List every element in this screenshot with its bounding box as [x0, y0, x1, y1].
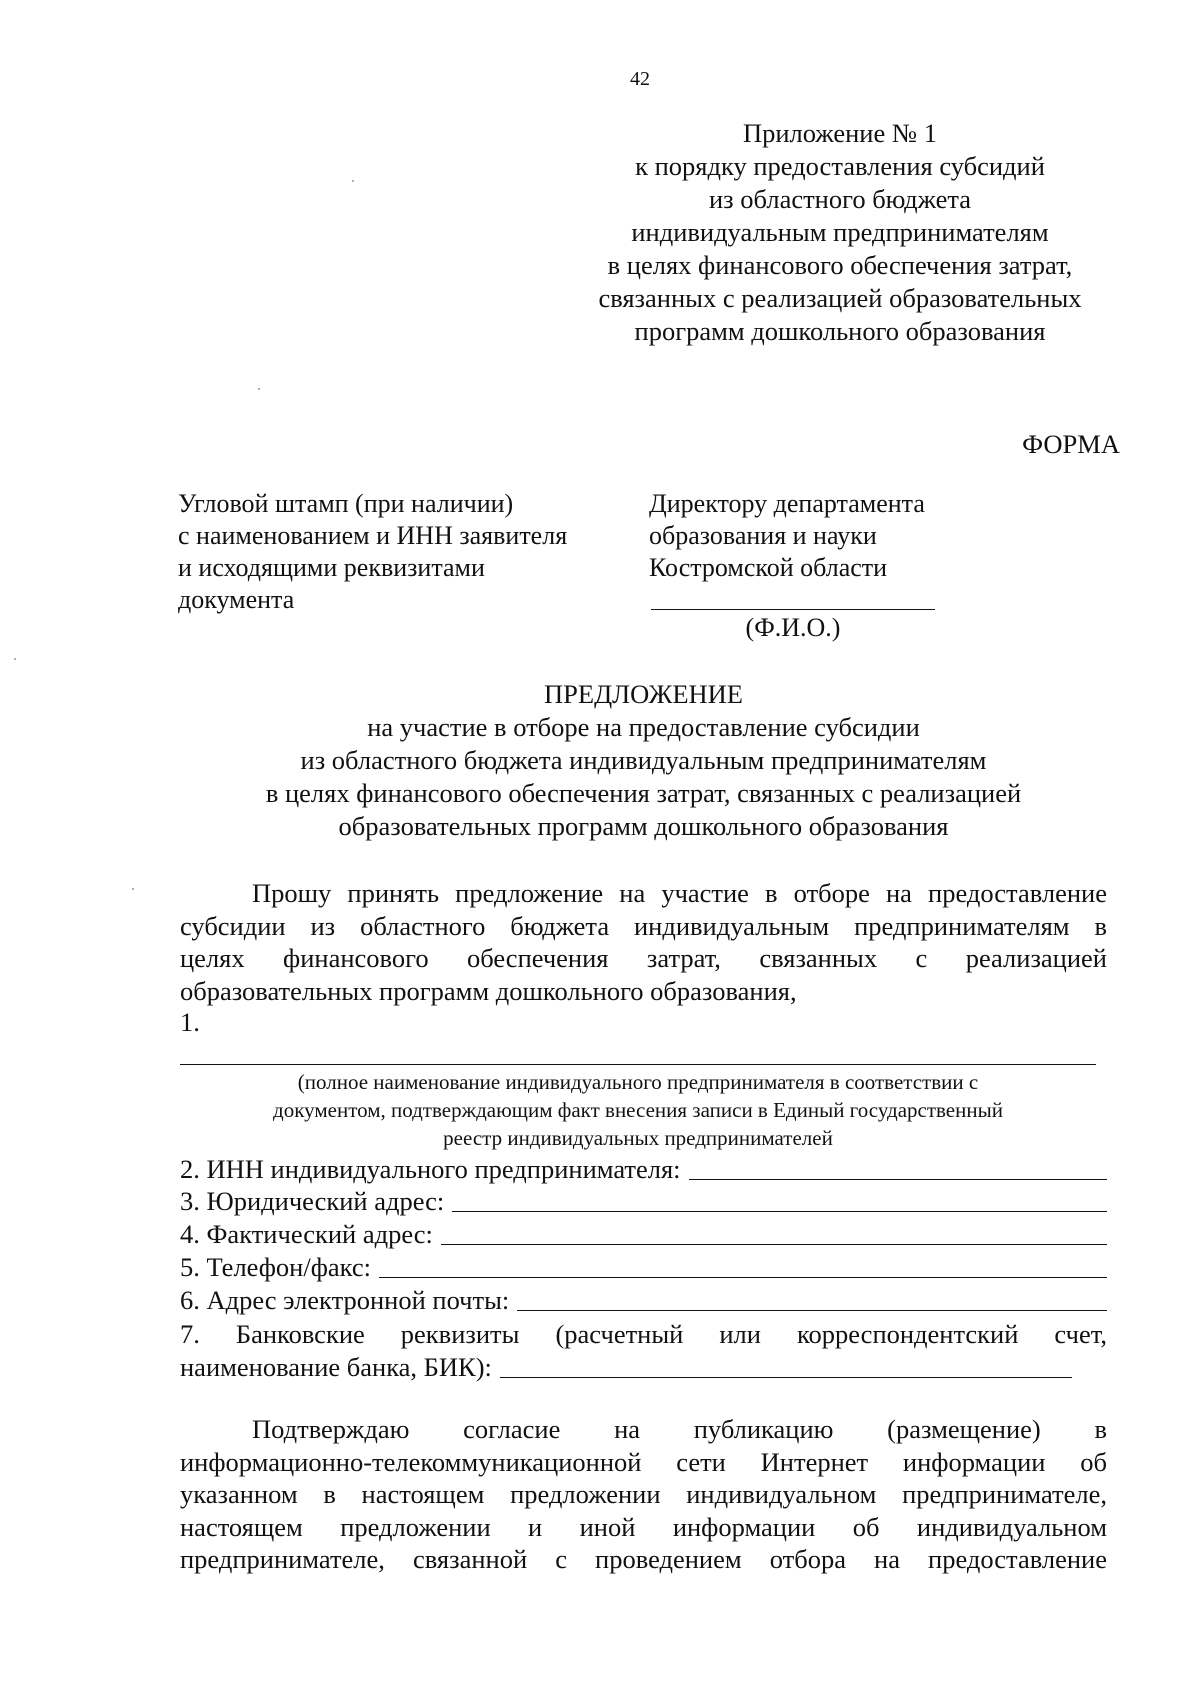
paragraph-line: Подтверждаю согласие на публикацию (размещение) в [252, 1414, 1107, 1444]
caption-line: реестр индивидуальных предпринимателей [443, 1126, 833, 1150]
scan-speck [258, 388, 260, 390]
consent-paragraph [180, 1413, 1107, 1576]
email-field [180, 1284, 1107, 1316]
title-heading: ПРЕДЛОЖЕНИЕ [544, 679, 743, 709]
paragraph-line: предпринимателе, связанной с проведением отбора на предоставление [180, 1544, 1107, 1574]
stamp-line: документа [178, 585, 295, 614]
appendix-line: из областного бюджета [709, 184, 971, 214]
email-blank[interactable] [517, 1310, 1107, 1311]
appendix-header [540, 117, 1140, 348]
bank-details-word: реквизиты [400, 1319, 520, 1349]
paragraph-line: образовательных программ дошкольного образования, [180, 975, 797, 1006]
inn-field [180, 1153, 1107, 1185]
bank-details-word: 7. [180, 1319, 200, 1349]
legal-address-blank[interactable] [452, 1211, 1107, 1212]
phone-fax-blank[interactable] [379, 1277, 1107, 1278]
bank-details-word: Банковские [235, 1319, 365, 1349]
phone-fax-field [180, 1251, 1107, 1283]
stamp-line: Угловой штамп (при наличии) [178, 489, 514, 518]
legal-address-field [180, 1185, 1107, 1217]
bank-details-label: наименование банка, БИК): [180, 1352, 492, 1382]
request-paragraph [180, 877, 1107, 1007]
bank-details-word: счет, [1054, 1319, 1107, 1349]
paragraph-line: Прошу принять предложение на участие в отборе на предоставление [252, 878, 1107, 908]
appendix-line: программ дошкольного образования [634, 316, 1046, 346]
appendix-line: связанных с реализацией образовательных [598, 283, 1082, 313]
title-line: из областного бюджета индивидуальным предпринимателям [300, 745, 987, 775]
bank-details-line-2 [180, 1351, 1107, 1384]
inn-label: 2. ИНН индивидуального предпринимателя: [180, 1154, 681, 1184]
caption-line: документом, подтверждающим факт внесения записи в Единый государственный [273, 1098, 1003, 1122]
fio-blank-line [651, 609, 935, 610]
scan-speck [132, 888, 134, 890]
paragraph-line: указанном в настоящем предложении индивидуальном предпринимателе, [180, 1479, 1107, 1509]
form-label: ФОРМА [1022, 429, 1120, 459]
email-label: 6. Адрес электронной почты: [180, 1285, 510, 1315]
actual-address-label: 4. Фактический адрес: [180, 1219, 433, 1249]
scan-speck [352, 180, 354, 182]
scan-speck [14, 658, 16, 660]
appendix-line: к порядку предоставления субсидий [635, 151, 1045, 181]
appendix-line: в целях финансового обеспечения затрат, [607, 250, 1073, 280]
title-line: на участие в отборе на предоставление субсидии [367, 712, 920, 742]
page-number: 42 [630, 68, 650, 90]
phone-fax-label: 5. Телефон/факс: [180, 1252, 371, 1282]
paragraph-line: информационно-телекоммуникационной сети Интернет информации об [180, 1446, 1107, 1477]
paragraph-line: настоящем предложении и иной информации об индивидуальном [180, 1511, 1107, 1542]
bank-details-line-1 [180, 1318, 1107, 1351]
addressee-line: Директору департамента [649, 489, 925, 518]
bank-details-word: (расчетный [555, 1319, 684, 1349]
bank-details-blank[interactable] [500, 1377, 1072, 1378]
stamp-line: и исходящими реквизитами [178, 553, 485, 582]
addressee-line: образования и науки [649, 521, 877, 550]
fio-caption: (Ф.И.О.) [745, 613, 841, 642]
bank-details-word: корреспондентский [796, 1319, 1019, 1349]
legal-address-label: 3. Юридический адрес: [180, 1186, 445, 1216]
caption-line: (полное наименование индивидуального предпринимателя в соответствии с [297, 1070, 979, 1094]
actual-address-field [180, 1218, 1107, 1250]
bank-details-word: или [719, 1319, 761, 1349]
entrepreneur-name-blank[interactable] [180, 1064, 1096, 1065]
addressee-block [649, 488, 925, 584]
bank-details-field [180, 1318, 1107, 1384]
item-1-number: 1. [180, 1007, 200, 1037]
addressee-line: Костромской области [649, 553, 888, 582]
title-line: в целях финансового обеспечения затрат, связанных с реализацией [265, 778, 1022, 808]
title-line: образовательных программ дошкольного образования [338, 811, 949, 841]
entrepreneur-name-caption [180, 1068, 1096, 1152]
actual-address-blank[interactable] [441, 1244, 1107, 1245]
appendix-line: Приложение № 1 [742, 118, 937, 148]
corner-stamp-note [178, 488, 567, 616]
paragraph-line: целях финансового обеспечения затрат, связанных с реализацией [180, 943, 1107, 973]
appendix-line: индивидуальным предпринимателям [631, 217, 1049, 247]
paragraph-line: субсидии из областного бюджета индивидуальным предпринимателям в [180, 910, 1107, 941]
document-title [180, 678, 1107, 843]
inn-blank[interactable] [689, 1179, 1107, 1180]
stamp-line: с наименованием и ИНН заявителя [178, 521, 568, 550]
